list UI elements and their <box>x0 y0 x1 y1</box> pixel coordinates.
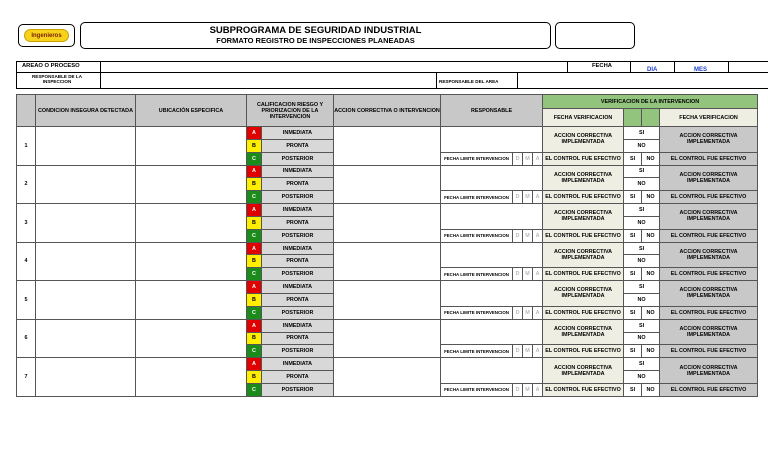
accion-implementada-2: ACCION CORRECTIVA IMPLEMENTADA <box>660 127 758 153</box>
control-efectivo-2: EL CONTROL FUE EFECTIVO <box>660 383 758 396</box>
priority-posterior: POSTERIOR <box>262 306 334 319</box>
no-option[interactable]: NO <box>642 306 660 319</box>
no-option[interactable]: NO <box>642 268 660 281</box>
risk-level-b[interactable]: B <box>247 371 262 384</box>
col-verificacion: VERIFICACION DE LA INTERVENCION <box>543 95 758 109</box>
year-mark[interactable]: A <box>533 191 543 204</box>
row-number: 2 <box>17 165 36 204</box>
control-efectivo: EL CONTROL FUE EFECTIVO <box>543 306 624 319</box>
fecha-limite-label: FECHA LIMITE INTERVENCION <box>441 383 513 396</box>
control-efectivo: EL CONTROL FUE EFECTIVO <box>543 345 624 358</box>
priority-pronta: PRONTA <box>262 216 334 229</box>
condicion-cell[interactable] <box>36 281 136 320</box>
condicion-cell[interactable] <box>36 165 136 204</box>
fecha-limite-label: FECHA LIMITE INTERVENCION <box>441 345 513 358</box>
risk-level-a[interactable]: A <box>247 127 262 140</box>
accion-cell[interactable] <box>334 319 441 358</box>
priority-pronta: PRONTA <box>262 178 334 191</box>
ubicacion-cell[interactable] <box>136 165 247 204</box>
fecha-verif-cell <box>624 109 642 127</box>
col-calificacion: CALIFICACION RIESGO Y PRIORIZACION DE LA INTERVENCION <box>247 95 334 127</box>
month-mark[interactable]: M <box>523 191 533 204</box>
control-efectivo: EL CONTROL FUE EFECTIVO <box>543 383 624 396</box>
fecha-limite-label: FECHA LIMITE INTERVENCION <box>441 268 513 281</box>
fecha-label: FECHA <box>592 63 612 69</box>
day-mark[interactable]: D <box>513 383 523 396</box>
risk-level-c[interactable]: C <box>247 152 262 165</box>
col-ubicacion: UBICACIÓN ESPECIFICA <box>136 95 247 127</box>
condicion-cell[interactable] <box>36 319 136 358</box>
priority-pronta: PRONTA <box>262 139 334 152</box>
condicion-cell[interactable] <box>36 242 136 281</box>
control-efectivo-2: EL CONTROL FUE EFECTIVO <box>660 306 758 319</box>
divider <box>517 72 518 89</box>
accion-implementada: ACCION CORRECTIVA IMPLEMENTADA <box>543 127 624 153</box>
priority-pronta: PRONTA <box>262 332 334 345</box>
no-option[interactable]: NO <box>624 371 660 384</box>
year-mark[interactable]: A <box>533 383 543 396</box>
control-efectivo-2: EL CONTROL FUE EFECTIVO <box>660 229 758 242</box>
accion-implementada: ACCION CORRECTIVA IMPLEMENTADA <box>543 165 624 191</box>
ubicacion-cell[interactable] <box>136 358 247 397</box>
risk-level-c[interactable]: C <box>247 345 262 358</box>
mes-label: MES <box>694 67 708 73</box>
accion-implementada-2: ACCION CORRECTIVA IMPLEMENTADA <box>660 165 758 191</box>
month-mark[interactable]: M <box>523 345 533 358</box>
accion-implementada-2: ACCION CORRECTIVA IMPLEMENTADA <box>660 242 758 268</box>
no-option[interactable]: NO <box>642 345 660 358</box>
responsable-cell[interactable] <box>441 165 543 191</box>
si-option[interactable]: SI <box>624 242 660 255</box>
priority-inmediata: INMEDIATA <box>262 358 334 371</box>
row-number: 7 <box>17 358 36 397</box>
year-mark[interactable]: A <box>533 306 543 319</box>
resp-insp-label: RESPONSABLE DE LA INSPECCION <box>31 74 83 84</box>
risk-level-a[interactable]: A <box>247 165 262 178</box>
accion-cell[interactable] <box>334 242 441 281</box>
si-option[interactable]: SI <box>624 345 642 358</box>
si-option[interactable]: SI <box>624 127 660 140</box>
priority-posterior: POSTERIOR <box>262 345 334 358</box>
no-option[interactable]: NO <box>624 332 660 345</box>
risk-level-b[interactable]: B <box>247 255 262 268</box>
no-option[interactable]: NO <box>624 216 660 229</box>
risk-level-a[interactable]: A <box>247 242 262 255</box>
accion-implementada-2: ACCION CORRECTIVA IMPLEMENTADA <box>660 204 758 230</box>
day-mark[interactable]: D <box>513 306 523 319</box>
divider <box>436 72 437 89</box>
control-efectivo: EL CONTROL FUE EFECTIVO <box>543 268 624 281</box>
no-option[interactable]: NO <box>642 152 660 165</box>
accion-implementada-2: ACCION CORRECTIVA IMPLEMENTADA <box>660 281 758 307</box>
priority-posterior: POSTERIOR <box>262 152 334 165</box>
si-option[interactable]: SI <box>624 281 660 294</box>
row-number: 4 <box>17 242 36 281</box>
risk-level-b[interactable]: B <box>247 139 262 152</box>
fecha-verif-cell <box>642 109 660 127</box>
priority-posterior: POSTERIOR <box>262 229 334 242</box>
priority-inmediata: INMEDIATA <box>262 319 334 332</box>
accion-cell[interactable] <box>334 281 441 320</box>
priority-inmediata: INMEDIATA <box>262 281 334 294</box>
priority-pronta: PRONTA <box>262 255 334 268</box>
priority-inmediata: INMEDIATA <box>262 165 334 178</box>
year-mark[interactable]: A <box>533 152 543 165</box>
no-option[interactable]: NO <box>624 293 660 306</box>
area-label: AREAO O PROCESO <box>22 63 80 69</box>
inspection-table <box>16 94 758 397</box>
control-efectivo-2: EL CONTROL FUE EFECTIVO <box>660 191 758 204</box>
risk-level-c[interactable]: C <box>247 229 262 242</box>
si-option[interactable]: SI <box>624 306 642 319</box>
responsable-cell[interactable] <box>441 242 543 268</box>
control-efectivo: EL CONTROL FUE EFECTIVO <box>543 229 624 242</box>
accion-implementada: ACCION CORRECTIVA IMPLEMENTADA <box>543 242 624 268</box>
accion-implementada-2: ACCION CORRECTIVA IMPLEMENTADA <box>660 319 758 345</box>
no-option[interactable]: NO <box>642 229 660 242</box>
ubicacion-cell[interactable] <box>136 127 247 166</box>
no-option[interactable]: NO <box>624 255 660 268</box>
priority-inmediata: INMEDIATA <box>262 127 334 140</box>
control-efectivo: EL CONTROL FUE EFECTIVO <box>543 191 624 204</box>
year-mark[interactable]: A <box>533 229 543 242</box>
si-option[interactable]: SI <box>624 383 642 396</box>
responsable-cell[interactable] <box>441 204 543 230</box>
day-mark[interactable]: D <box>513 268 523 281</box>
si-option[interactable]: SI <box>624 204 660 217</box>
accion-implementada: ACCION CORRECTIVA IMPLEMENTADA <box>543 281 624 307</box>
condicion-cell[interactable] <box>36 358 136 397</box>
condicion-cell[interactable] <box>36 127 136 166</box>
responsable-cell[interactable] <box>441 281 543 307</box>
month-mark[interactable]: M <box>523 268 533 281</box>
risk-level-a[interactable]: A <box>247 319 262 332</box>
risk-level-c[interactable]: C <box>247 268 262 281</box>
no-option[interactable]: NO <box>624 139 660 152</box>
row-number: 1 <box>17 127 36 166</box>
logo-frame <box>18 24 75 47</box>
month-mark[interactable]: M <box>523 229 533 242</box>
responsable-cell[interactable] <box>441 358 543 384</box>
col-responsable: RESPONSABLE <box>441 95 543 127</box>
si-option[interactable]: SI <box>624 358 660 371</box>
col-fecha-verif-2: FECHA VERIFICACION <box>660 109 758 127</box>
priority-inmediata: INMEDIATA <box>262 242 334 255</box>
accion-implementada: ACCION CORRECTIVA IMPLEMENTADA <box>543 204 624 230</box>
accion-cell[interactable] <box>334 358 441 397</box>
col-num <box>17 95 36 127</box>
no-option[interactable]: NO <box>642 191 660 204</box>
responsible-row <box>16 72 768 89</box>
dia-label: DIA <box>647 67 658 73</box>
row-number: 3 <box>17 204 36 243</box>
no-option[interactable]: NO <box>624 178 660 191</box>
divider <box>100 72 101 89</box>
risk-level-b[interactable]: B <box>247 293 262 306</box>
control-efectivo-2: EL CONTROL FUE EFECTIVO <box>660 152 758 165</box>
fecha-limite-label: FECHA LIMITE INTERVENCION <box>441 306 513 319</box>
control-efectivo-2: EL CONTROL FUE EFECTIVO <box>660 268 758 281</box>
si-option[interactable]: SI <box>624 191 642 204</box>
risk-level-a[interactable]: A <box>247 204 262 217</box>
month-mark[interactable]: M <box>523 383 533 396</box>
responsable-cell[interactable] <box>441 319 543 345</box>
si-option[interactable]: SI <box>624 268 642 281</box>
risk-level-b[interactable]: B <box>247 332 262 345</box>
day-mark[interactable]: D <box>513 229 523 242</box>
day-mark[interactable]: D <box>513 191 523 204</box>
priority-inmediata: INMEDIATA <box>262 204 334 217</box>
fecha-limite-label: FECHA LIMITE INTERVENCION <box>441 152 513 165</box>
month-mark[interactable]: M <box>523 152 533 165</box>
control-efectivo-2: EL CONTROL FUE EFECTIVO <box>660 345 758 358</box>
document-title: SUBPROGRAMA DE SEGURIDAD INDUSTRIAL <box>209 25 422 36</box>
day-mark[interactable]: D <box>513 345 523 358</box>
col-condicion: CONDICION INSEGURA DETECTADA <box>36 95 136 127</box>
si-option[interactable]: SI <box>624 229 642 242</box>
col-fecha-verif: FECHA VERIFICACION <box>543 109 624 127</box>
no-option[interactable]: NO <box>642 383 660 396</box>
si-option[interactable]: SI <box>624 165 660 178</box>
day-mark[interactable]: D <box>513 152 523 165</box>
accion-cell[interactable] <box>334 204 441 243</box>
ubicacion-cell[interactable] <box>136 281 247 320</box>
risk-level-c[interactable]: C <box>247 383 262 396</box>
condicion-cell[interactable] <box>36 204 136 243</box>
si-option[interactable]: SI <box>624 319 660 332</box>
control-efectivo: EL CONTROL FUE EFECTIVO <box>543 152 624 165</box>
company-logo: Ingenieros <box>24 29 69 42</box>
accion-cell[interactable] <box>334 127 441 166</box>
risk-level-c[interactable]: C <box>247 306 262 319</box>
row-number: 5 <box>17 281 36 320</box>
document-subtitle: FORMATO REGISTRO DE INSPECCIONES PLANEADAS <box>216 36 415 45</box>
priority-pronta: PRONTA <box>262 293 334 306</box>
year-mark[interactable]: A <box>533 268 543 281</box>
risk-level-c[interactable]: C <box>247 191 262 204</box>
month-mark[interactable]: M <box>523 306 533 319</box>
si-option[interactable]: SI <box>624 152 642 165</box>
risk-level-a[interactable]: A <box>247 358 262 371</box>
ubicacion-cell[interactable] <box>136 242 247 281</box>
risk-level-a[interactable]: A <box>247 281 262 294</box>
accion-implementada-2: ACCION CORRECTIVA IMPLEMENTADA <box>660 358 758 384</box>
accion-implementada: ACCION CORRECTIVA IMPLEMENTADA <box>543 358 624 384</box>
responsable-cell[interactable] <box>441 127 543 153</box>
risk-level-b[interactable]: B <box>247 178 262 191</box>
code-box <box>555 22 635 49</box>
fecha-limite-label: FECHA LIMITE INTERVENCION <box>441 191 513 204</box>
priority-posterior: POSTERIOR <box>262 268 334 281</box>
priority-posterior: POSTERIOR <box>262 383 334 396</box>
ubicacion-cell[interactable] <box>136 319 247 358</box>
col-accion: ACCION CORRECTIVA O INTERVENCION <box>334 95 441 127</box>
title-frame <box>80 22 551 49</box>
accion-implementada: ACCION CORRECTIVA IMPLEMENTADA <box>543 319 624 345</box>
ubicacion-cell[interactable] <box>136 204 247 243</box>
fecha-limite-label: FECHA LIMITE INTERVENCION <box>441 229 513 242</box>
row-number: 6 <box>17 319 36 358</box>
risk-level-b[interactable]: B <box>247 216 262 229</box>
priority-posterior: POSTERIOR <box>262 191 334 204</box>
resp-area-label: RESPONSABLE DEL AREA <box>439 79 499 84</box>
year-mark[interactable]: A <box>533 345 543 358</box>
accion-cell[interactable] <box>334 165 441 204</box>
priority-pronta: PRONTA <box>262 371 334 384</box>
